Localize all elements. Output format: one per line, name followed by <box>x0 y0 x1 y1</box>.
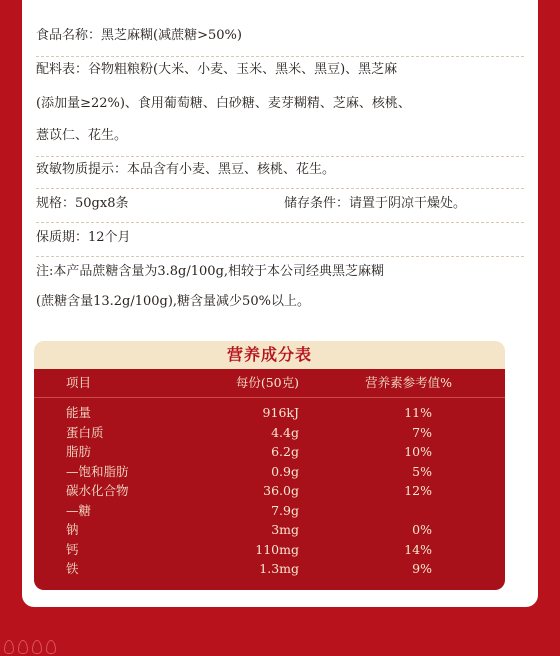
nutrient-nrv: 10% <box>404 444 432 459</box>
drop-ornament-icon <box>32 640 42 654</box>
divider <box>36 256 524 257</box>
nutrient-name: —饱和脂肪 <box>66 463 129 479</box>
nutrient-name: 脂肪 <box>66 444 92 459</box>
header-per-serving: 每份(50克) <box>235 375 299 390</box>
nutrient-name: 蛋白质 <box>66 424 104 440</box>
nutrient-amount: 3mg <box>271 522 299 537</box>
nutrient-nrv: 7% <box>412 424 432 440</box>
nutrient-name: 钠 <box>66 522 79 537</box>
nutrient-name: —糖 <box>66 502 92 518</box>
table-row <box>34 442 505 462</box>
ingredients-line-3: 薏苡仁、花生。 <box>36 128 128 143</box>
spec-text: 规格：50gx8条 <box>36 196 129 211</box>
decorative-footer <box>0 640 560 656</box>
nutrient-amount: 916kJ <box>262 405 299 420</box>
shelf-life: 保质期：12个月 <box>36 230 131 245</box>
nutrient-nrv: 0% <box>412 522 432 537</box>
ingredients-line-2: (添加量≥22%)、食用葡萄糖、白砂糖、麦芽糊精、芝麻、核桃、 <box>36 96 411 111</box>
drop-ornament-icon <box>46 640 56 654</box>
product-name: 食品名称：黑芝麻糊(减蔗糖>50%) <box>36 28 242 43</box>
nutrition-title: 营养成分表 <box>34 341 505 369</box>
nutrient-nrv: 14% <box>404 541 432 557</box>
divider <box>36 56 524 57</box>
nutrition-header-row <box>34 369 505 398</box>
header-item: 项目 <box>66 375 92 390</box>
divider <box>36 222 524 223</box>
table-row <box>34 520 505 540</box>
nutrient-name: 铁 <box>66 561 79 576</box>
table-row <box>34 540 505 560</box>
ingredients-line-1: 配料表：谷物粗粮粉(大米、小麦、玉米、黑米、黑豆)、黑芝麻 <box>36 62 398 77</box>
table-row <box>34 423 505 443</box>
nutrient-amount: 0.9g <box>271 463 299 479</box>
allergen-notice: 致敏物质提示：本品含有小麦、黑豆、核桃、花生。 <box>36 162 336 177</box>
header-nrv: 营养素参考值% <box>365 375 452 390</box>
nutrient-nrv: 9% <box>412 561 432 576</box>
spec-storage-row <box>36 194 524 214</box>
table-row <box>34 559 505 579</box>
drop-ornament-icon <box>18 640 28 654</box>
nutrient-name: 钙 <box>66 541 79 557</box>
nutrient-amount: 110mg <box>255 541 299 557</box>
divider <box>36 188 524 189</box>
nutrient-amount: 36.0g <box>263 483 299 498</box>
nutrient-amount: 6.2g <box>271 444 299 459</box>
table-row <box>34 403 505 423</box>
nutrition-table <box>34 341 505 590</box>
nutrient-nrv: 5% <box>412 463 432 479</box>
table-row <box>34 501 505 521</box>
nutrient-nrv: 11% <box>404 405 432 420</box>
table-row <box>34 462 505 482</box>
nutrient-nrv: 12% <box>404 483 432 498</box>
storage-text: 储存条件：请置于阴凉干燥处。 <box>284 196 467 211</box>
nutrition-body <box>34 369 505 590</box>
nutrient-amount: 4.4g <box>271 424 299 440</box>
nutrient-name: 碳水化合物 <box>66 483 129 498</box>
note-line-2: (蔗糖含量13.2g/100g),糖含量减少50%以上。 <box>36 294 310 309</box>
divider <box>36 156 524 157</box>
drop-ornament-icon <box>4 640 14 654</box>
table-row <box>34 481 505 501</box>
nutrient-amount: 1.3mg <box>259 561 299 576</box>
note-line-1: 注:本产品蔗糖含量为3.8g/100g,相较于本公司经典黑芝麻糊 <box>36 264 385 279</box>
nutrient-name: 能量 <box>66 405 92 420</box>
nutrient-amount: 7.9g <box>271 502 299 518</box>
